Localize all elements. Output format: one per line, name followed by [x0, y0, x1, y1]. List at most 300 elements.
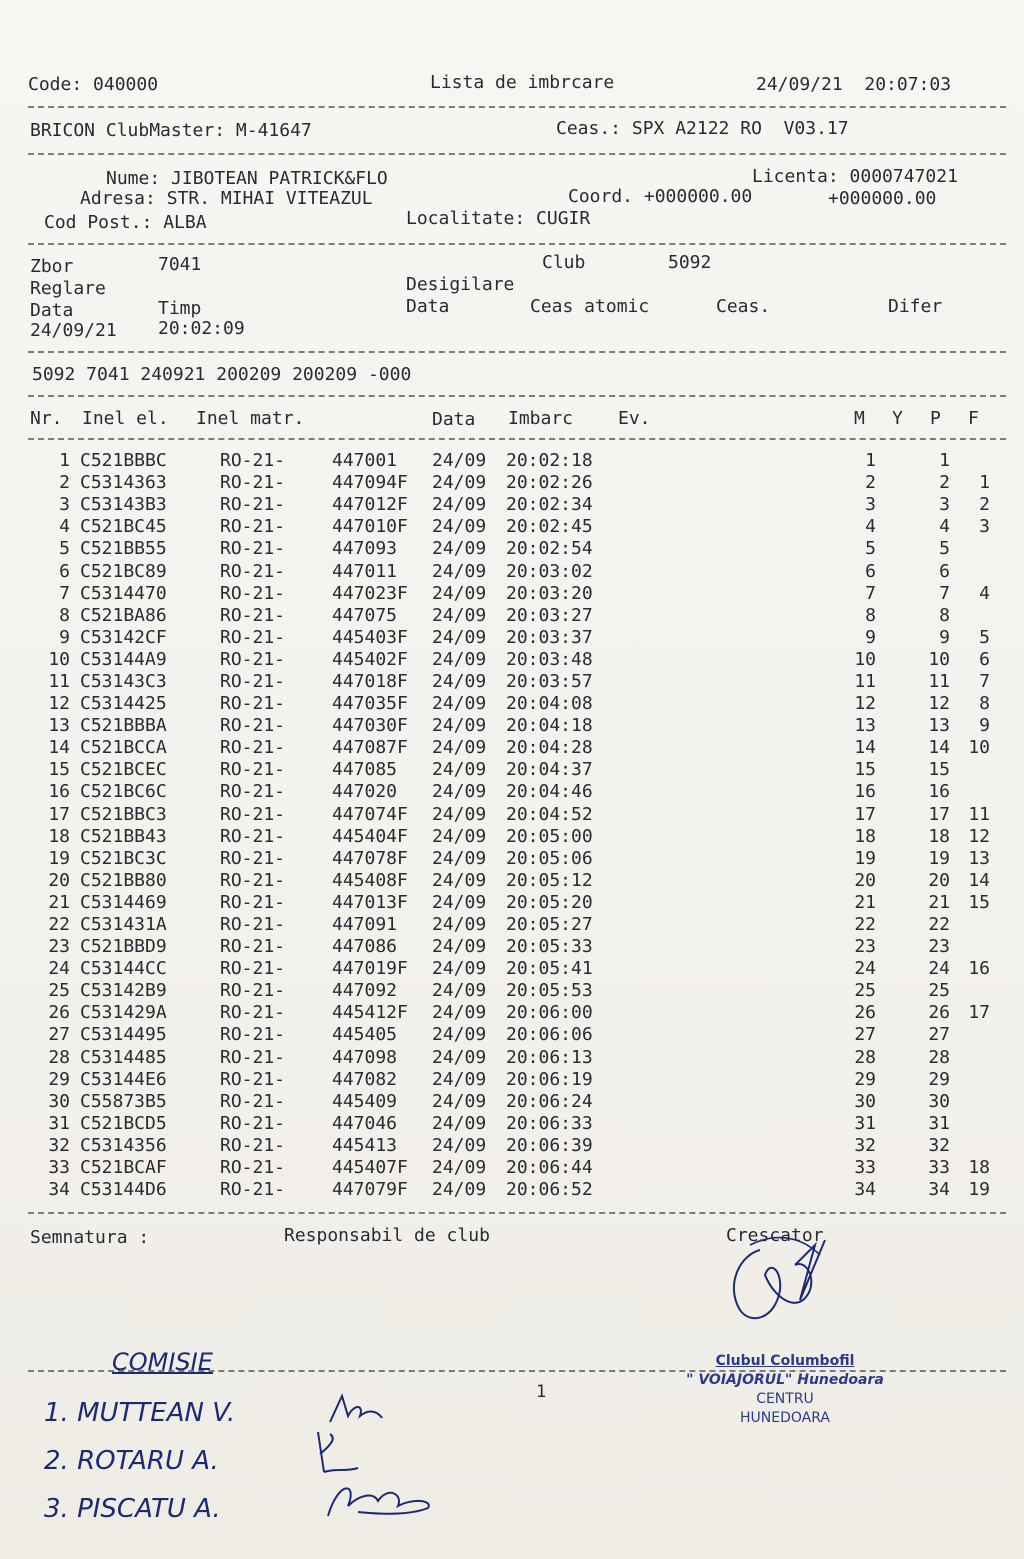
ring-prefix: RO-21-	[220, 1024, 286, 1046]
row-number: 14	[48, 737, 70, 759]
col-y	[876, 1113, 904, 1135]
ring-number: 445407F	[332, 1157, 408, 1179]
separator-line	[28, 153, 1006, 155]
ring-prefix: RO-21-	[220, 737, 286, 759]
col-header-inel-matr: Inel matr.	[196, 408, 305, 429]
basket-date: 24/09	[432, 869, 487, 891]
separator-line	[28, 351, 1006, 353]
row-number: 16	[48, 781, 70, 803]
basket-time: 20:03:02	[506, 560, 593, 582]
basket-time: 20:06:24	[506, 1090, 593, 1112]
club-number: 5092	[668, 252, 712, 273]
col-m: 27	[854, 1024, 876, 1046]
ring-number: 447018F	[332, 670, 408, 692]
basket-time: 20:05:41	[506, 958, 593, 980]
row-number: 7	[59, 582, 70, 604]
ring-prefix: RO-21-	[220, 936, 286, 958]
club-stamp	[660, 1352, 910, 1428]
row-number: 8	[59, 604, 70, 626]
basket-time: 20:02:45	[506, 516, 593, 538]
summary-line: 5092 7041 240921 200209 200209 -000	[32, 364, 412, 385]
col-header-imbarc: Imbarc	[508, 408, 574, 429]
col-f: 16	[968, 958, 990, 980]
col-m: 12	[854, 693, 876, 715]
row-number: 19	[48, 847, 70, 869]
ring-prefix: RO-21-	[220, 825, 286, 847]
col-p: 22	[928, 914, 950, 936]
basket-date: 24/09	[432, 936, 487, 958]
col-m: 23	[854, 936, 876, 958]
col-header-m: M	[854, 408, 865, 429]
ring-number: 447085	[332, 759, 398, 781]
basket-date: 24/09	[432, 1068, 487, 1090]
electronic-ring: C5314469	[80, 891, 167, 913]
col-f: 9	[979, 715, 990, 737]
ring-number: 447030F	[332, 715, 408, 737]
table-row	[30, 892, 990, 914]
electronic-ring: C53144D6	[80, 1179, 167, 1201]
row-number: 4	[59, 516, 70, 538]
ring-prefix: RO-21-	[220, 1002, 286, 1024]
electronic-ring: C521BBBC	[80, 450, 167, 472]
col-y	[876, 1069, 904, 1091]
col-f	[950, 1091, 990, 1113]
row-number: 13	[48, 715, 70, 737]
table-row	[30, 826, 990, 848]
basket-time: 20:06:19	[506, 1068, 593, 1090]
col-m: 29	[854, 1068, 876, 1090]
col-y	[876, 737, 904, 759]
difer-label: Difer	[888, 296, 943, 317]
reglare-date: 24/09/21	[30, 320, 117, 341]
col-y	[876, 759, 904, 781]
ring-number: 447091	[332, 914, 398, 936]
ring-prefix: RO-21-	[220, 958, 286, 980]
col-p: 9	[939, 626, 950, 648]
col-p: 5	[939, 538, 950, 560]
row-number: 32	[48, 1134, 70, 1156]
electronic-ring: C5314425	[80, 693, 167, 715]
ring-number: 445412F	[332, 1002, 408, 1024]
club-master: BRICON ClubMaster: M-41647	[30, 120, 312, 141]
row-number: 20	[48, 869, 70, 891]
basket-date: 24/09	[432, 648, 487, 670]
basket-date: 24/09	[432, 1046, 487, 1068]
col-m: 3	[865, 494, 876, 516]
col-f: 1	[979, 472, 990, 494]
col-m: 21	[854, 891, 876, 913]
basket-date: 24/09	[432, 604, 487, 626]
table-row	[30, 715, 990, 737]
commission-member-2: 2. ROTARU A.	[44, 1446, 219, 1476]
table-row	[30, 1091, 990, 1113]
col-m: 8	[865, 604, 876, 626]
col-m: 9	[865, 626, 876, 648]
ring-prefix: RO-21-	[220, 715, 286, 737]
basket-time: 20:04:08	[506, 693, 593, 715]
table-row	[30, 848, 990, 870]
col-f	[950, 1069, 990, 1091]
basket-time: 20:03:37	[506, 626, 593, 648]
data-label: Data	[30, 300, 74, 321]
electronic-ring: C521BB43	[80, 825, 167, 847]
member-3-signature	[318, 1476, 438, 1526]
document-title: Lista de imbrcare	[430, 72, 615, 93]
col-y	[876, 538, 904, 560]
basket-date: 24/09	[432, 626, 487, 648]
col-y	[876, 1002, 904, 1024]
basket-date: 24/09	[432, 891, 487, 913]
basket-date: 24/09	[432, 516, 487, 538]
table-row	[30, 1047, 990, 1069]
row-number: 28	[48, 1046, 70, 1068]
basket-time: 20:05:33	[506, 936, 593, 958]
electronic-ring: C521BBBA	[80, 715, 167, 737]
col-p: 17	[928, 803, 950, 825]
col-p: 11	[928, 670, 950, 692]
col-p: 15	[928, 759, 950, 781]
col-y	[876, 693, 904, 715]
ring-number: 447012F	[332, 494, 408, 516]
col-y	[876, 605, 904, 627]
col-f: 12	[968, 825, 990, 847]
ring-prefix: RO-21-	[220, 1179, 286, 1201]
breeder-label: Crescator	[726, 1225, 824, 1246]
separator-line	[28, 1212, 1006, 1214]
basket-time: 20:02:34	[506, 494, 593, 516]
col-p: 1	[939, 450, 950, 472]
ring-prefix: RO-21-	[220, 538, 286, 560]
desigilare-label: Desigilare	[406, 274, 515, 295]
owner-address: Adresa: STR. MIHAI VITEAZUL	[80, 188, 373, 209]
timp-label: Timp	[158, 298, 202, 319]
ring-number: 447035F	[332, 693, 408, 715]
col-f	[950, 605, 990, 627]
col-m: 28	[854, 1046, 876, 1068]
ring-number: 447078F	[332, 847, 408, 869]
ring-prefix: RO-21-	[220, 1134, 286, 1156]
col-f: 19	[968, 1179, 990, 1201]
basketing-table	[30, 450, 990, 1201]
basket-date: 24/09	[432, 1157, 487, 1179]
col-y	[876, 826, 904, 848]
table-row	[30, 1135, 990, 1157]
basket-time: 20:02:26	[506, 472, 593, 494]
club-responsible-label: Responsabil de club	[284, 1225, 490, 1246]
col-y	[876, 671, 904, 693]
member-1-signature	[320, 1390, 390, 1430]
basket-date: 24/09	[432, 670, 487, 692]
row-number: 31	[48, 1112, 70, 1134]
owner-postal-code: Cod Post.: ALBA	[44, 212, 207, 233]
ring-prefix: RO-21-	[220, 582, 286, 604]
col-p: 26	[928, 1002, 950, 1024]
basket-time: 20:03:57	[506, 670, 593, 692]
basket-date: 24/09	[432, 582, 487, 604]
basket-time: 20:06:33	[506, 1112, 593, 1134]
col-m: 11	[854, 670, 876, 692]
row-number: 24	[48, 958, 70, 980]
col-m: 15	[854, 759, 876, 781]
reglare-label: Reglare	[30, 278, 106, 299]
electronic-ring: C531429A	[80, 1002, 167, 1024]
col-p: 2	[939, 472, 950, 494]
electronic-ring: C521BB55	[80, 538, 167, 560]
col-m: 13	[854, 715, 876, 737]
ring-number: 447001	[332, 450, 398, 472]
electronic-ring: C521BCD5	[80, 1112, 167, 1134]
stamp-line: HUNEDOARA	[740, 1409, 830, 1426]
col-y	[876, 1135, 904, 1157]
electronic-ring: C53144E6	[80, 1068, 167, 1090]
ceas-atomic-label: Ceas atomic	[530, 296, 650, 317]
col-y	[876, 583, 904, 605]
row-number: 6	[59, 560, 70, 582]
ring-number: 445402F	[332, 648, 408, 670]
col-p: 4	[939, 516, 950, 538]
table-row	[30, 870, 990, 892]
table-row	[30, 1113, 990, 1135]
table-row	[30, 980, 990, 1002]
stamp-line: Clubul Columbofil	[715, 1353, 855, 1369]
col-f: 3	[979, 516, 990, 538]
ring-prefix: RO-21-	[220, 626, 286, 648]
basket-time: 20:06:52	[506, 1179, 593, 1201]
col-header-ev: Ev.	[618, 408, 651, 429]
electronic-ring: C53142B9	[80, 980, 167, 1002]
basket-time: 20:06:00	[506, 1002, 593, 1024]
row-number: 21	[48, 891, 70, 913]
col-m: 5	[865, 538, 876, 560]
basket-time: 20:06:13	[506, 1046, 593, 1068]
ring-prefix: RO-21-	[220, 869, 286, 891]
col-y	[876, 472, 904, 494]
basket-date: 24/09	[432, 803, 487, 825]
electronic-ring: C521BC45	[80, 516, 167, 538]
basket-date: 24/09	[432, 1002, 487, 1024]
basket-date: 24/09	[432, 825, 487, 847]
col-p: 16	[928, 781, 950, 803]
ring-prefix: RO-21-	[220, 803, 286, 825]
basket-date: 24/09	[432, 715, 487, 737]
basket-time: 20:05:27	[506, 914, 593, 936]
col-f: 13	[968, 847, 990, 869]
ring-prefix: RO-21-	[220, 1068, 286, 1090]
col-p: 34	[928, 1179, 950, 1201]
owner-licence: Licenta: 0000747021	[752, 166, 958, 187]
electronic-ring: C521BC89	[80, 560, 167, 582]
ring-number: 445404F	[332, 825, 408, 847]
document-code: Code: 040000	[28, 74, 159, 95]
electronic-ring: C53142CF	[80, 626, 167, 648]
owner-locality: Localitate: CUGIR	[406, 208, 591, 229]
col-header-p: P	[930, 408, 941, 429]
col-y	[876, 1157, 904, 1179]
basket-time: 20:04:52	[506, 803, 593, 825]
col-y	[876, 1091, 904, 1113]
basket-date: 24/09	[432, 450, 487, 472]
separator-line	[28, 243, 1006, 245]
row-number: 15	[48, 759, 70, 781]
col-f: 5	[979, 626, 990, 648]
electronic-ring: C55873B5	[80, 1090, 167, 1112]
ring-prefix: RO-21-	[220, 648, 286, 670]
row-number: 27	[48, 1024, 70, 1046]
col-y	[876, 627, 904, 649]
col-y	[876, 781, 904, 803]
ring-prefix: RO-21-	[220, 781, 286, 803]
col-f	[950, 936, 990, 958]
ring-prefix: RO-21-	[220, 670, 286, 692]
owner-name: Nume: JIBOTEAN PATRICK&FLO	[106, 168, 388, 189]
owner-coord-lat: Coord. +000000.00	[568, 186, 753, 207]
ring-prefix: RO-21-	[220, 472, 286, 494]
row-number: 10	[48, 648, 70, 670]
col-f: 11	[968, 803, 990, 825]
row-number: 30	[48, 1090, 70, 1112]
electronic-ring: C521BBC3	[80, 803, 167, 825]
basket-time: 20:04:46	[506, 781, 593, 803]
ring-prefix: RO-21-	[220, 1046, 286, 1068]
ring-prefix: RO-21-	[220, 1112, 286, 1134]
col-f: 2	[979, 494, 990, 516]
stamp-line: CENTRU	[756, 1390, 814, 1407]
ceas-label: Ceas.	[716, 296, 771, 317]
table-row	[30, 1002, 990, 1024]
col-header-f: F	[968, 408, 979, 429]
col-p: 10	[928, 648, 950, 670]
basket-date: 24/09	[432, 759, 487, 781]
commission-member-1: 1. MUTTEAN V.	[44, 1398, 236, 1428]
col-p: 8	[939, 604, 950, 626]
col-y	[876, 1024, 904, 1046]
col-f	[950, 980, 990, 1002]
col-f: 6	[979, 648, 990, 670]
col-f	[950, 538, 990, 560]
col-header-y: Y	[892, 408, 903, 429]
col-p: 3	[939, 494, 950, 516]
col-f	[950, 1047, 990, 1069]
electronic-ring: C521BB80	[80, 869, 167, 891]
col-p: 14	[928, 737, 950, 759]
ring-number: 445405	[332, 1024, 398, 1046]
owner-coord-lon: +000000.00	[828, 188, 937, 209]
ring-prefix: RO-21-	[220, 1090, 286, 1112]
col-f	[950, 560, 990, 582]
electronic-ring: C5314356	[80, 1134, 167, 1156]
basket-date: 24/09	[432, 560, 487, 582]
col-y	[876, 715, 904, 737]
ring-prefix: RO-21-	[220, 516, 286, 538]
col-header-inel-el: Inel el.	[82, 408, 169, 429]
ring-prefix: RO-21-	[220, 450, 286, 472]
breeder-signature	[720, 1230, 840, 1330]
col-y	[876, 892, 904, 914]
stamp-line: " VOIAJORUL" Hunedoara	[686, 1371, 884, 1388]
ring-number: 447093	[332, 538, 398, 560]
col-m: 14	[854, 737, 876, 759]
flight-number: 7041	[158, 254, 202, 275]
basket-date: 24/09	[432, 494, 487, 516]
col-m: 34	[854, 1179, 876, 1201]
row-number: 3	[59, 494, 70, 516]
basket-time: 20:04:28	[506, 737, 593, 759]
flight-label: Zbor	[30, 256, 74, 277]
ring-prefix: RO-21-	[220, 693, 286, 715]
col-y	[876, 958, 904, 980]
table-row	[30, 693, 990, 715]
ring-number: 447092	[332, 980, 398, 1002]
col-y	[876, 516, 904, 538]
col-y	[876, 870, 904, 892]
table-row	[30, 804, 990, 826]
row-number: 2	[59, 472, 70, 494]
electronic-ring: C53144CC	[80, 958, 167, 980]
basket-time: 20:05:53	[506, 980, 593, 1002]
col-y	[876, 936, 904, 958]
row-number: 17	[48, 803, 70, 825]
col-f: 4	[979, 582, 990, 604]
col-m: 19	[854, 847, 876, 869]
col-p: 31	[928, 1112, 950, 1134]
col-f	[950, 781, 990, 803]
clock-info: Ceas.: SPX A2122 RO V03.17	[556, 118, 849, 139]
ring-number: 445403F	[332, 626, 408, 648]
table-row	[30, 472, 990, 494]
col-p: 30	[928, 1090, 950, 1112]
ring-number: 447046	[332, 1112, 398, 1134]
table-row	[30, 781, 990, 803]
electronic-ring: C531431A	[80, 914, 167, 936]
col-p: 13	[928, 715, 950, 737]
table-row	[30, 1157, 990, 1179]
ring-number: 447075	[332, 604, 398, 626]
col-p: 6	[939, 560, 950, 582]
col-p: 25	[928, 980, 950, 1002]
col-f	[950, 1135, 990, 1157]
ring-number: 447019F	[332, 958, 408, 980]
separator-line	[28, 395, 1006, 397]
ring-prefix: RO-21-	[220, 494, 286, 516]
table-row	[30, 1069, 990, 1091]
col-y	[876, 649, 904, 671]
ring-number: 447010F	[332, 516, 408, 538]
basket-date: 24/09	[432, 781, 487, 803]
electronic-ring: C53144A9	[80, 648, 167, 670]
reglare-time: 20:02:09	[158, 318, 245, 339]
col-f: 15	[968, 891, 990, 913]
col-p: 32	[928, 1134, 950, 1156]
desigilare-data-label: Data	[406, 296, 450, 317]
basket-time: 20:03:27	[506, 604, 593, 626]
electronic-ring: C5314495	[80, 1024, 167, 1046]
basket-date: 24/09	[432, 1134, 487, 1156]
row-number: 12	[48, 693, 70, 715]
table-row	[30, 737, 990, 759]
col-m: 26	[854, 1002, 876, 1024]
ring-number: 445409	[332, 1090, 398, 1112]
col-m: 22	[854, 914, 876, 936]
basket-date: 24/09	[432, 472, 487, 494]
col-p: 29	[928, 1068, 950, 1090]
table-row	[30, 1179, 990, 1201]
ring-number: 447020	[332, 781, 398, 803]
col-y	[876, 804, 904, 826]
ring-number: 447074F	[332, 803, 408, 825]
col-f: 18	[968, 1157, 990, 1179]
row-number: 34	[48, 1179, 70, 1201]
ring-prefix: RO-21-	[220, 980, 286, 1002]
